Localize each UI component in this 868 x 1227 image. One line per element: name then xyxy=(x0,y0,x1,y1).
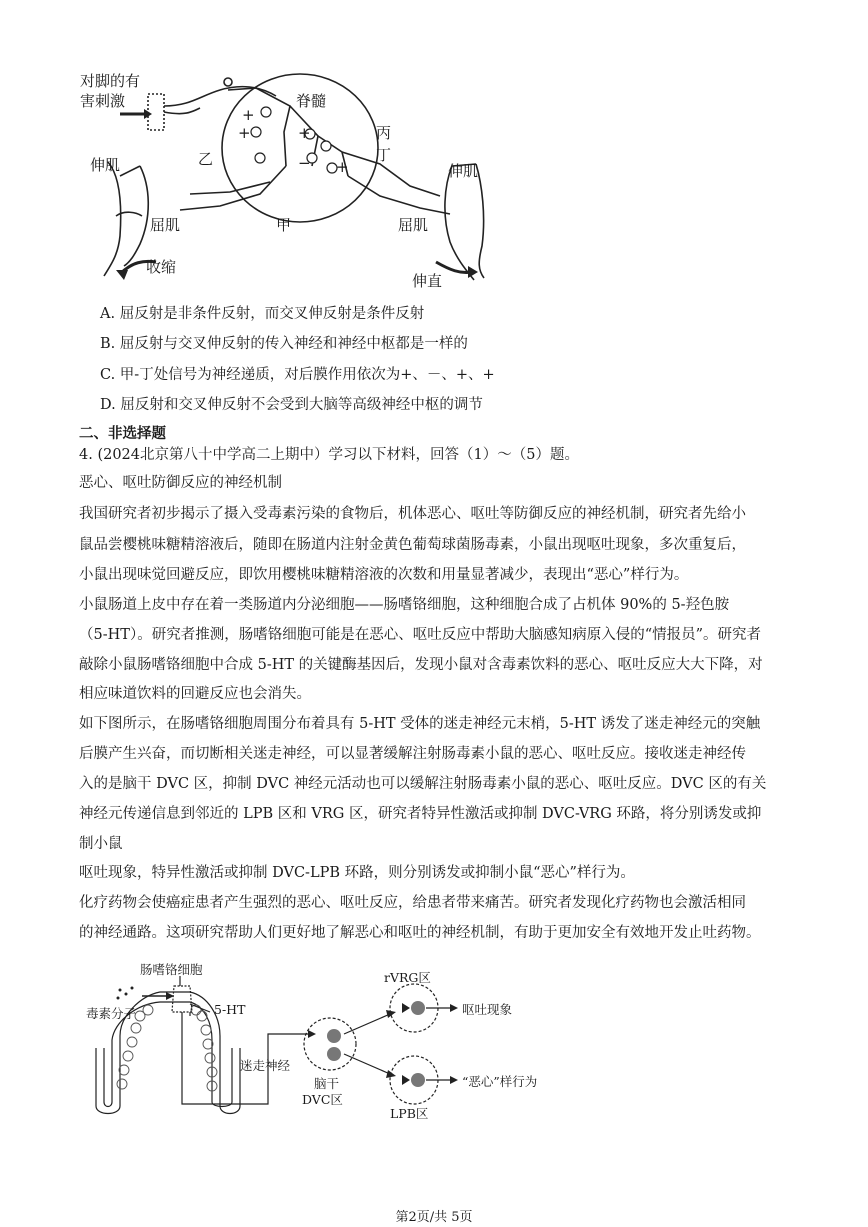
reflex-arc-drawing xyxy=(80,66,500,298)
paragraph-line: 小鼠肠道上皮中存在着一类肠道内分泌细胞——肠嗜铬细胞，这种细胞合成了占机体 90%的 5-羟色胺 xyxy=(79,597,730,613)
option-a: A. 屈反射是非条件反射，而交叉伸反射是条件反射 xyxy=(100,306,425,322)
label-ding: 丁 xyxy=(376,146,392,164)
page-number: 第2页/共 5页 xyxy=(395,1210,473,1225)
contract-label: 收缩 xyxy=(146,258,177,276)
sign-plus: + xyxy=(336,158,349,176)
label-jia: 甲 xyxy=(276,216,292,234)
dvc-area-label: DVC区 xyxy=(302,1092,343,1107)
section-title: 二、非选择题 xyxy=(79,425,166,442)
paragraph-line: 神经元传递信息到邻近的 LPB 区和 VRG 区，研究者特异性激活或抑制 DVC-VRG 环路，将分别诱发或抑 xyxy=(79,806,762,822)
straighten-label: 伸直 xyxy=(412,272,443,290)
paragraph-line: 呕吐现象，特异性激活或抑制 DVC-LPB 环路，则分别诱发或抑制小鼠“恶心”样行为。 xyxy=(79,865,635,881)
extensor-left-label: 伸肌 xyxy=(90,156,121,174)
flexor-left-label: 屈肌 xyxy=(150,216,181,234)
brainstem-label: 脑干 xyxy=(314,1076,340,1091)
paragraph-line: 敲除小鼠肠嗜铬细胞中合成 5-HT 的关键酶基因后，发现小鼠对含毒素饮料的恶心、呕吐反应大大下降，对 xyxy=(79,657,763,673)
option-c: C. 甲-丁处信号为神经递质，对后膜作用依次为+、－、+、+ xyxy=(100,367,495,383)
enterochromaffin-cell-label: 肠嗜铬细胞 xyxy=(140,962,203,977)
sign-minus: − xyxy=(298,154,311,172)
toxin-molecule-label: 毒素分子 xyxy=(86,1006,137,1021)
stimulus-label-line2: 害刺激 xyxy=(80,92,126,110)
flexor-right-label: 屈肌 xyxy=(398,216,429,234)
extensor-right-label: 伸肌 xyxy=(448,162,479,180)
paragraph-line: 的神经通路。这项研究帮助人们更好地了解恶心和呕吐的神经机制，有助于更加安全有效地开发止吐药物。 xyxy=(79,925,761,941)
paragraph-line: 后膜产生兴奋，而切断相关迷走神经，可以显著缓解注射肠毒素小鼠的恶心、呕吐反应。接收迷走神经传 xyxy=(79,746,746,762)
paragraph-line: 我国研究者初步揭示了摄入受毒素污染的食物后，机体恶心、呕吐等防御反应的神经机制，研究者先给小 xyxy=(79,506,746,522)
vagus-nerve-label: 迷走神经 xyxy=(240,1058,291,1073)
article-title: 恶心、呕吐防御反应的神经机制 xyxy=(79,475,282,491)
nausea-behavior-label: “恶心”样行为 xyxy=(462,1074,538,1089)
option-d: D. 屈反射和交叉伸反射不会受到大脑等高级神经中枢的调节 xyxy=(100,397,483,413)
sign-plus: + xyxy=(242,106,255,124)
serotonin-label: 5-HT xyxy=(214,1002,246,1017)
pathway-figure xyxy=(80,956,560,1124)
sign-plus: + xyxy=(298,124,311,142)
label-bing: 丙 xyxy=(376,124,392,142)
paragraph-line: 化疗药物会使癌症患者产生强烈的恶心、呕吐反应，给患者带来痛苦。研究者发现化疗药物也会激活相同 xyxy=(79,895,746,911)
spinal-cord-label: 脊髓 xyxy=(296,92,327,110)
option-b: B. 屈反射与交叉伸反射的传入神经和神经中枢都是一样的 xyxy=(100,336,468,352)
paragraph-line: 如下图所示，在肠嗜铬细胞周围分布着具有 5-HT 受体的迷走神经元末梢，5-HT 诱发了迷走神经元的突触 xyxy=(79,716,761,732)
lpb-area-label: LPB区 xyxy=(390,1106,429,1121)
paragraph-line: （5-HT）。研究者推测，肠嗜铬细胞可能是在恶心、呕吐反应中帮助大脑感知病原入侵的“情报员”。研究者 xyxy=(79,627,762,643)
paragraph-line: 相应味道饮料的回避反应也会消失。 xyxy=(79,686,311,702)
vomiting-label: 呕吐现象 xyxy=(462,1002,513,1017)
rvrg-area-label: rVRG区 xyxy=(384,970,431,985)
paragraph-line: 小鼠出现味觉回避反应，即饮用樱桃味糖精溶液的次数和用量显著减少，表现出“恶心”样行为。 xyxy=(79,567,689,583)
paragraph-line: 入的是脑干 DVC 区，抑制 DVC 神经元活动也可以缓解注射肠毒素小鼠的恶心、呕吐反应。DVC 区的有关 xyxy=(79,776,767,792)
stimulus-label: 对脚的有 xyxy=(80,72,141,90)
question-line: 4. (2024北京第八十中学高二上期中）学习以下材料，回答（1）～（5）题。 xyxy=(79,447,579,463)
label-yi: 乙 xyxy=(198,150,214,168)
sign-plus: + xyxy=(238,124,251,142)
reflex-arc-figure xyxy=(80,66,500,298)
paragraph-line: 鼠品尝樱桃味糖精溶液后，随即在肠道内注射金黄色葡萄球菌肠毒素，小鼠出现呕吐现象，多次重复后， xyxy=(79,537,746,553)
paragraph-line: 制小鼠 xyxy=(79,836,123,852)
